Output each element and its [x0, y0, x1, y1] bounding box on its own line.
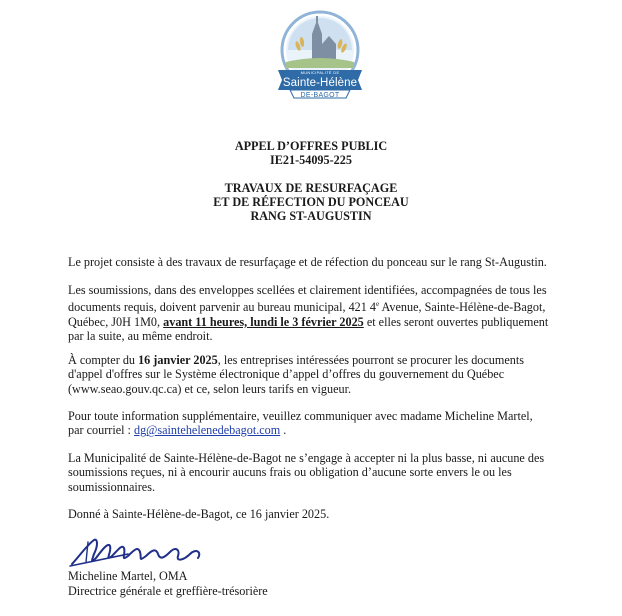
paragraph-project-text: Le projet consiste à des travaux de resurfaçage et de réfection du ponceau sur le rang St-Augustin.: [68, 255, 547, 269]
paragraph-availability: [68, 353, 560, 396]
paragraph-submissions: [68, 283, 560, 343]
signatory-name: Micheline Martel, OMA: [68, 569, 188, 583]
disclaimer-line1: La Municipalité de Sainte-Hélène-de-Bagot ne s’engage à accepter ni la plus basse, ni aucune des: [68, 451, 545, 465]
paragraph-contact: [68, 409, 560, 438]
handwritten-signature: [68, 532, 214, 572]
project-title-line1: TRAVAUX DE RESURFAÇAGE: [224, 181, 398, 195]
notice-reference: IE21-54095-225: [270, 153, 352, 167]
contact-line1: Pour toute information supplémentaire, veuillez communiquer avec madame Micheline Martel,: [68, 409, 533, 423]
deadline-text: avant 11 heures, lundi le 3 février 2025: [163, 314, 364, 329]
paragraph-project: [68, 255, 560, 269]
submissions-line2: documents requis, doivent parvenir au bureau municipal, 421 4e Avenue, Sainte-Hélène-de-Bagot,: [68, 300, 546, 315]
paragraph-disclaimer: [68, 451, 560, 494]
submissions-line3: Québec, J0H 1M0, avant 11 heures, lundi le 3 février 2025 et elles seront ouvertes publiquement: [68, 314, 549, 329]
given-at-text: Donné à Sainte-Hélène-de-Bagot, ce 16 janvier 2025.: [68, 507, 330, 521]
logo-municipalite-text: MUNICIPALITÉ DE: [300, 70, 340, 75]
logo-name-text: Sainte-Hélène: [282, 77, 358, 89]
project-title-line2: ET DE RÉFECTION DU PONCEAU: [213, 195, 409, 209]
availability-line2: d'appel d'offres sur le Système électronique d’appel d’offres du gouvernement du Québec: [68, 367, 505, 382]
notice-title: APPEL D’OFFRES PUBLIC: [234, 139, 388, 153]
availability-date: 16 janvier 2025: [138, 353, 218, 367]
email-link[interactable]: dg@saintehelenedebagot.com: [133, 423, 281, 438]
project-title-line3: RANG ST-AUGUSTIN: [250, 209, 372, 223]
availability-line1: À compter du 16 janvier 2025, les entreprises intéressées pourront se procurer les documents: [68, 353, 525, 367]
logo-subname-text: DE-BAGOT: [300, 92, 340, 99]
disclaimer-line2: soumissions reçues, ni à encourir aucuns frais ou obligation d’aucune sorte envers le ou les: [68, 465, 512, 480]
contact-line2: par courriel : dg@saintehelenedebagot.com .: [68, 423, 287, 438]
submissions-line4: par la suite, au même endroit.: [68, 328, 213, 343]
submissions-line1: Les soumissions, dans des enveloppes scellées et clairement identifiées, accompagnées de tous les: [68, 283, 547, 297]
signatory-title: Directrice générale et greffière-trésorière: [68, 584, 268, 598]
disclaimer-line3: soumissionnaires.: [68, 479, 156, 494]
paragraph-given-at: [68, 507, 560, 521]
availability-line3: (www.seao.gouv.qc.ca) et ce, selon leurs tarifs en vigueur.: [68, 381, 352, 396]
